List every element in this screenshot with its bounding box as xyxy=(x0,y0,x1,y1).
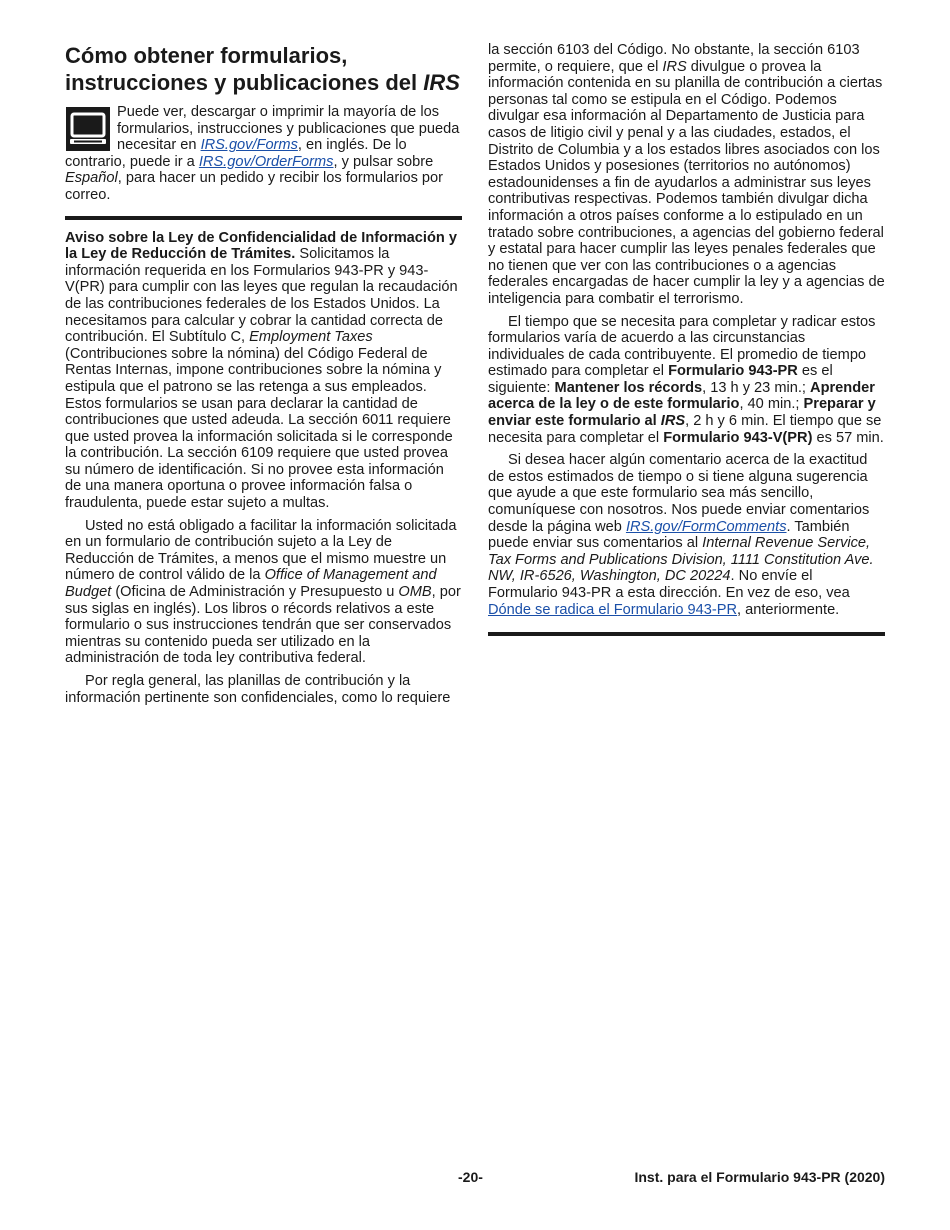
privacy-heading: Aviso sobre la Ley de Confidencialidad de Información y la Ley de Reducción de Trámites. xyxy=(65,229,457,263)
paperwork-paragraph: Usted no está obligado a facilitar la información solicitada en un formulario de contribución sujeto a la Ley de Reducción de Trámites, a menos que el mismo muestre un número de control válido de la Office of Management and Budget (Oficina de Administración y Presupuesto u OMB, por sus siglas en inglés). Los libros o récords relativos a este formulario o sus instrucciones tendrán que ser conservados mientras su contenido pueda ser utilizado en la administración de toda ley contributiva federal. xyxy=(65,517,461,667)
end-divider xyxy=(488,632,885,636)
page-number: -20- xyxy=(458,1169,483,1185)
intro-paragraph: Puede ver, descargar o imprimir la mayoría de los formularios, instrucciones y publicaciones que pueda necesitar en IRS.gov/Forms, en inglés. De lo contrario, puede ir a IRS.gov/OrderForms, y pulsar sobre Español, para hacer un pedido y recibir los formularios por correo. xyxy=(65,104,460,203)
disclosure-paragraph: la sección 6103 del Código. No obstante, la sección 6103 permite, o requiere, que el IRS divulgue o provea la información contenida en su planilla de contribución a ciertas personas tal como se estipula en el Código. Podemos divulgar esa información al Departamento de Justicia para casos de litigio civil y penal y a las ciudades, estados, el Distrito de Columbia y a los estados libres asociados con los Estados Unidos y posesiones (territorios no autónomos) estadounidenses a fin de ayudarlos a administrar sus leyes contributivas respectivas. Podemos también divulgar dicha información a otros países conforme a lo estipulado en un tratado sobre contribuciones, a agencias del gobierno federal y estatal para hacer cumplir las leyes penales federales que no tienen que ver con las contribuciones o a agencias federales encargadas de hacer cumplir la ley y a agencias de inteligencia para combatir el terrorismo. xyxy=(488,42,885,307)
footer-title: Inst. para el Formulario 943-PR (2020) xyxy=(634,1169,885,1185)
privacy-paragraph: Aviso sobre la Ley de Confidencialidad de Información y la Ley de Reducción de Trámites. Solicitamos la información requerida en los Formularios 943-PR y 943-V(PR) para cumplir con las leyes que regulan la recaudación de las contribuciones federales de los Estados Unidos. La necesitamos para calcular y cobrar la cantidad correcta de contribución. El Subtítulo C, Employment Taxes (Contribuciones sobre la nómina) del Código Federal de Rentas Internas, impone contribuciones sobre la nómina y estipula que el patrono se las retenga a sus empleados. Estos formularios se usan para declarar la cantidad de contribuciones que usted adeuda. La sección 6011 requiere que usted provea la información solicitada si le corresponde la contribución. La sección 6109 requiere que usted provea su número de identificación. Si no provee esta información de una manera oportuna o provee información falsa o fraudulenta, puede estar sujeto a multas. xyxy=(65,229,458,512)
comments-paragraph: Si desea hacer algún comentario acerca de la exactitud de estos estimados de tiempo o si tiene alguna sugerencia que ayude a que este formulario sea más sencillo, comuníquese con nosotros. Nos puede enviar comentarios desde la página web IRS.gov/FormComments. También puede enviar sus comentarios al Internal Revenue Service, Tax Forms and Publications Division, 1111 Constitution Ave. NW, IR-6526, Washington, DC 20224. No envíe el Formulario 943-PR a esta dirección. En vez de eso, vea Dónde se radica el Formulario 943-PR, anteriormente. xyxy=(488,452,874,618)
section-divider xyxy=(65,216,462,220)
section-title: Cómo obtener formularios, instrucciones y publicaciones del IRS xyxy=(65,43,460,95)
computer-icon xyxy=(65,106,111,152)
irs-form-comments-link[interactable]: IRS.gov/FormComments xyxy=(625,518,787,535)
intro-block xyxy=(65,104,462,204)
where-to-file-link[interactable]: Dónde se radica el Formulario 943-PR xyxy=(488,601,738,618)
confidentiality-paragraph: Por regla general, las planillas de contribución y la información pertinente son confidenciales, como lo requiere xyxy=(65,673,451,706)
right-column xyxy=(488,42,885,636)
irs-forms-link[interactable]: IRS.gov/Forms xyxy=(200,137,298,154)
time-estimate-paragraph: El tiempo que se necesita para completar y radicar estos formularios varía de acuerdo a las circunstancias individuales de cada contribuyente. El promedio de tiempo estimado para completar el Formulario 943-PR es el siguiente: Mantener los récords, 13 h y 23 min.; Aprender acerca de la ley o de este formulario, 40 min.; Preparar y enviar este formulario al IRS, 2 h y 6 min. El tiempo que se necesita para completar el Formulario 943-V(PR) es 57 min. xyxy=(488,313,884,446)
irs-order-forms-link[interactable]: IRS.gov/OrderForms xyxy=(198,153,334,170)
left-column xyxy=(65,42,462,712)
